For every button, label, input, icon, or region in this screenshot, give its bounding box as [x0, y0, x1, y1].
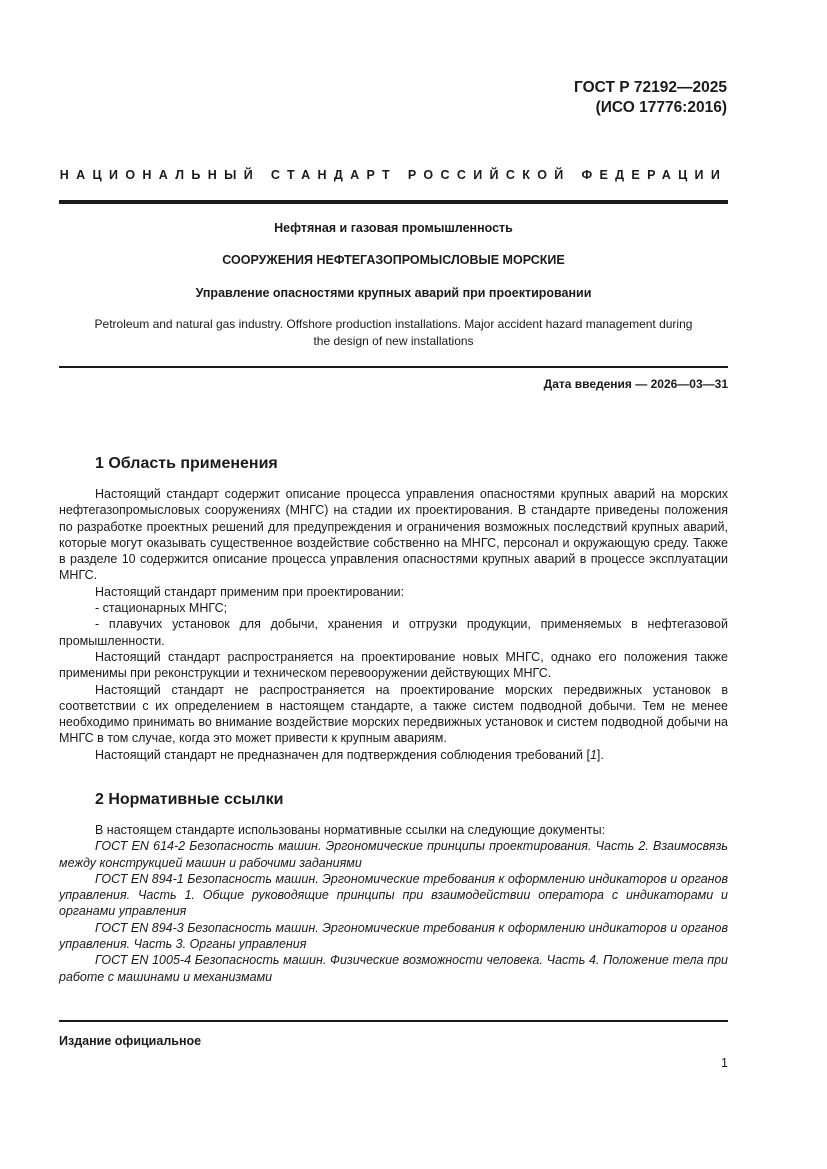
- english-title: [59, 316, 728, 349]
- paragraph: В настоящем стандарте использованы нормативные ссылки на следующие документы:: [95, 823, 606, 837]
- subtitle: Управление опасностями крупных аварий при проектировании: [195, 286, 592, 300]
- section-1-body: [59, 486, 728, 763]
- paragraph: Настоящий стандарт применим при проектировании:: [95, 584, 405, 599]
- official-edition-label: Издание официальное: [59, 1034, 202, 1048]
- paragraph-last: [59, 747, 728, 763]
- section-2-heading: 2 Нормативные ссылки: [95, 791, 284, 808]
- introduction-date: Дата введения — 2026—03—31: [543, 377, 728, 391]
- page-number: 1: [721, 1056, 728, 1070]
- text: Настоящий стандарт не предназначен для подтверждения соблюдения требований [: [95, 747, 590, 762]
- normative-reference: ГОСТ EN 1005-4 Безопасность машин. Физические возможности человека. Часть 4. Положение тела при работе с машинами и механизмами: [59, 953, 728, 984]
- title-rule: [59, 366, 728, 368]
- gost-number: ГОСТ Р 72192—2025: [574, 79, 727, 96]
- paragraph: Настоящий стандарт не распространяется на проектирование морских передвижных установок в соответствии с их определением в настоящем стандарте, а также систем подводной добычи. Тем не менее необходимо принимать во внимание воздействие морских передвижных установок и систем подводной добычи на МНГС в том случае, когда это может привести к крупным авариям.: [59, 682, 728, 746]
- paragraph: Настоящий стандарт распространяется на проектирование новых МНГС, однако его положения также применимы при реконструкции и техническом перевооружении действующих МНГС.: [59, 649, 728, 681]
- paragraph: Настоящий стандарт содержит описание процесса управления опасностями крупных аварий на морских нефтегазопромысловых сооружениях (МНГС) на стадии их проектирования. В стандарте приведены положения по разработке проектных решений для предупреждения и ограничения возможных последствий крупных аварий, которые могут оказывать существенное воздействие собственно на МНГС, персонал и окружающую среду. Также в разделе 10 содержится описание процесса управления опасностями крупных аварий в процессе эксплуатации МНГС.: [59, 487, 728, 583]
- normative-reference: ГОСТ EN 614-2 Безопасность машин. Эргономические принципы проектирования. Часть 2. Взаимосвязь между конструкцией машин и рабочими заданиями: [59, 839, 728, 870]
- english-title-line-1: Petroleum and natural gas industry. Offshore production installations. Major accident hazard management during: [94, 317, 693, 331]
- header-thick-rule: [59, 200, 728, 204]
- footer-rule: [59, 1020, 728, 1022]
- list-item: - стационарных МНГС;: [95, 601, 228, 616]
- national-standard-title: НАЦИОНАЛЬНЫЙ СТАНДАРТ РОССИЙСКОЙ ФЕДЕРАЦИИ: [59, 168, 728, 182]
- standard-number-block: [574, 78, 727, 118]
- normative-reference: ГОСТ EN 894-3 Безопасность машин. Эргономические требования к оформлению индикаторов и органов управления. Часть 3. Органы управления: [59, 920, 728, 952]
- text: ].: [596, 747, 604, 762]
- reference-number: 1: [589, 747, 597, 762]
- normative-reference: ГОСТ EN 894-1 Безопасность машин. Эргономические требования к оформлению индикаторов и органов управления. Часть 1. Общие руководящие принципы при взаимодействии оператора с индикаторами и органами управления: [59, 871, 728, 919]
- section-2-body: [59, 822, 728, 985]
- list-item: - плавучих установок для добычи, хранения и отгрузки продукции, применяемых в нефтегазовой промышленности.: [59, 617, 728, 648]
- iso-number: (ИСО 17776:2016): [595, 99, 727, 116]
- english-title-line-2: the design of new installations: [313, 333, 474, 348]
- main-title: СООРУЖЕНИЯ НЕФТЕГАЗОПРОМЫСЛОВЫЕ МОРСКИЕ: [222, 253, 565, 267]
- industry-title: Нефтяная и газовая промышленность: [274, 221, 513, 235]
- section-1-heading: 1 Область применения: [95, 455, 278, 472]
